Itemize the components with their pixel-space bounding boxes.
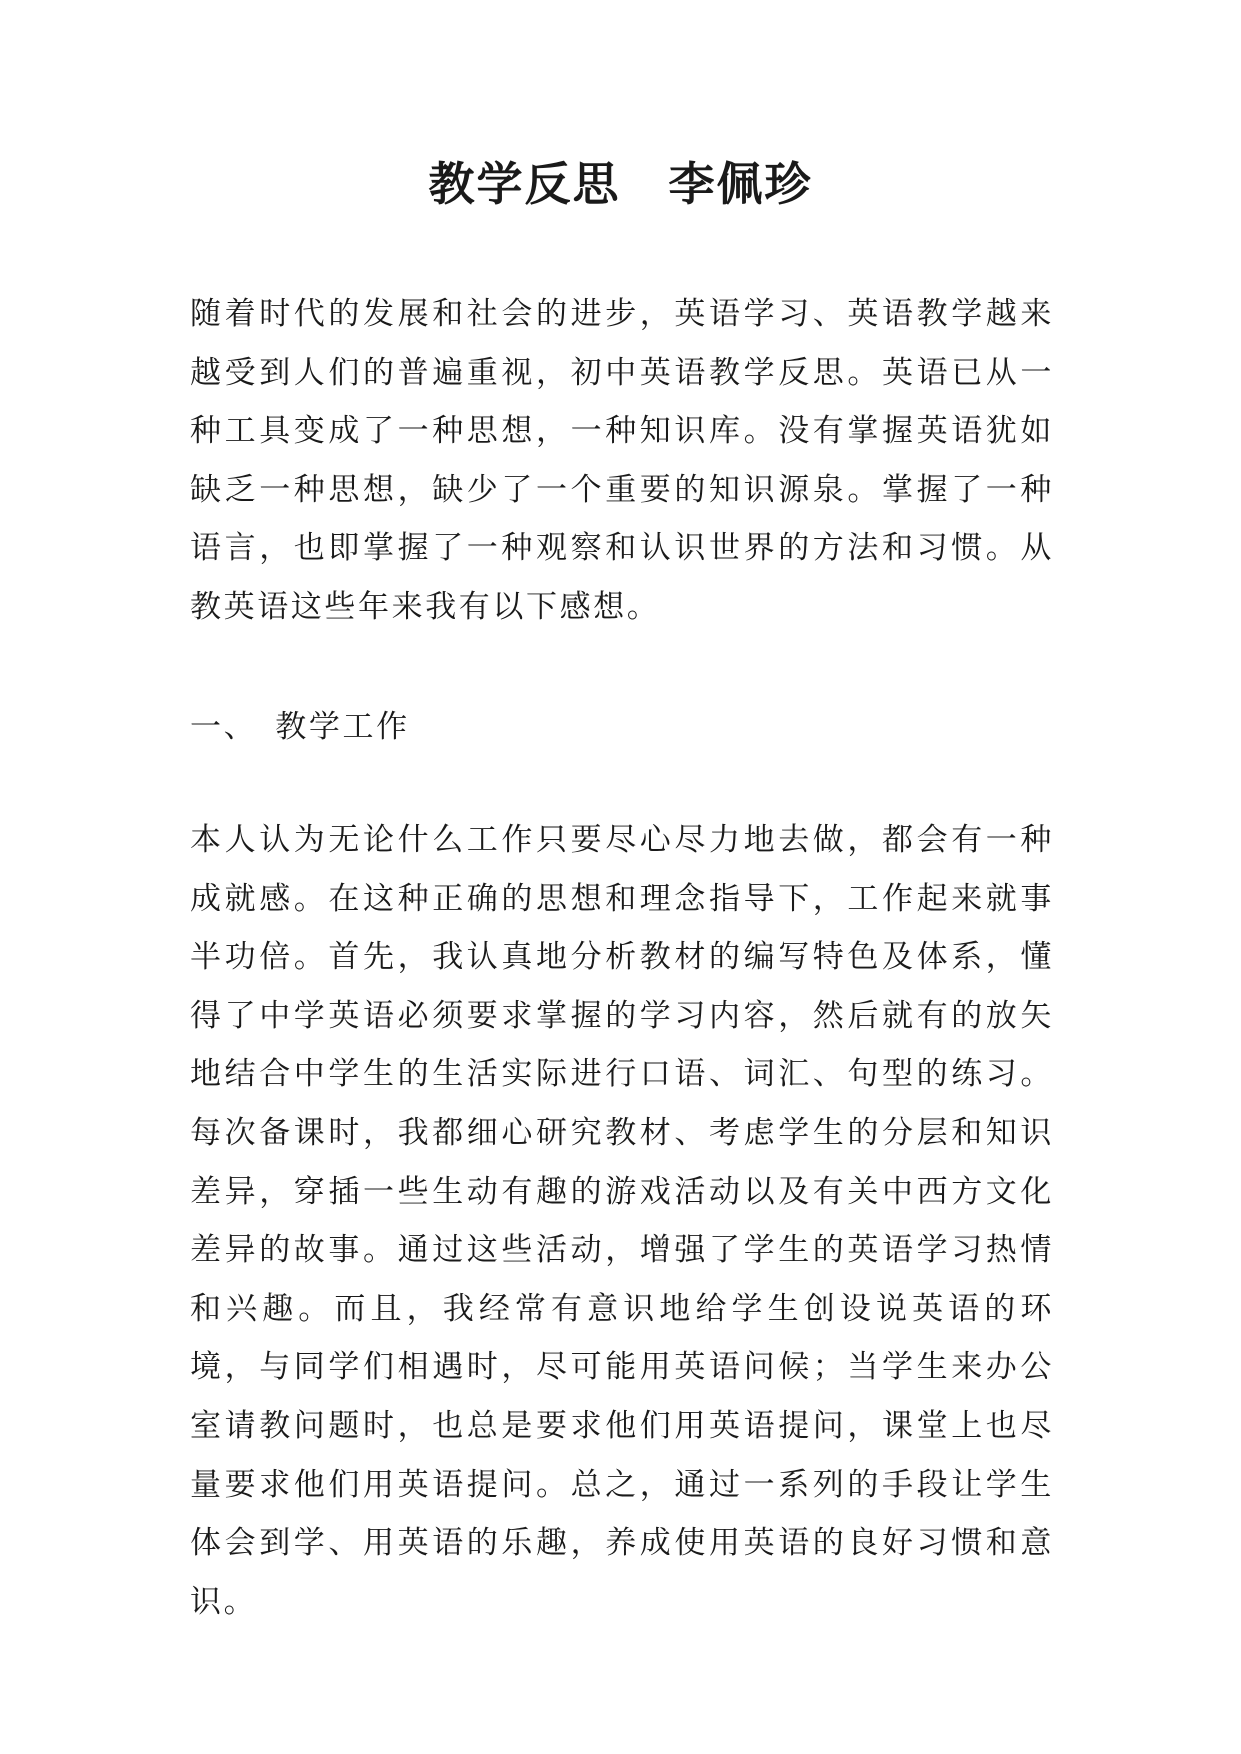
intro-paragraph: 随着时代的发展和社会的进步，英语学习、英语教学越来越受到人们的普遍重视，初中英语教学反思。英语已从一种工具变成了一种思想，一种知识库。没有掌握英语犹如缺乏一种思想，缺少了一个重要的知识源泉。掌握了一种语言，也即掌握了一种观察和认识世界的方法和习惯。从教英语这些年来我有以下感想。 [190,296,1054,625]
document-title: 教学反思 李佩珍 [428,157,813,211]
section-paragraph: 本人认为无论什么工作只要尽心尽力地去做，都会有一种成就感。在这种正确的思想和理念指导下，工作起来就事半功倍。首先，我认真地分析教材的编写特色及体系，懂得了中学英语必须要求掌握的学习内容，然后就有的放矢地结合中学生的生活实际进行口语、词汇、句型的练习。每次备课时，我都细心研究教材、考虑学生的分层和知识差异，穿插一些生动有趣的游戏活动以及有关中西方文化差异的故事。通过这些活动，增强了学生的英语学习热情和兴趣。而且，我经常有意识地给学生创设说英语的环境，与同学们相遇时，尽可能用英语问候；当学生来办公室请教问题时，也总是要求他们用英语提问，课堂上也尽量要求他们用英语提问。总之，通过一系列的手段让学生体会到学、用英语的乐趣，养成使用英语的良好习惯和意识。 [190,822,1054,1620]
section-heading: 一、 教学工作 [190,709,410,745]
